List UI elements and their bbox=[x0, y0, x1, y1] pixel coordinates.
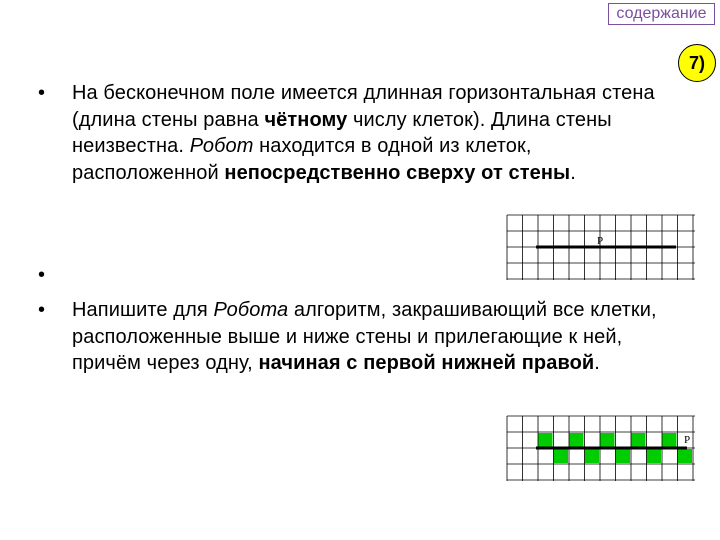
instruction-part: . bbox=[594, 352, 600, 374]
task-condition-text bbox=[72, 80, 672, 186]
painted-cell bbox=[647, 449, 662, 463]
field-result-figure bbox=[505, 415, 700, 482]
condition-bold-even: чётному bbox=[264, 108, 348, 131]
bullet-1: • bbox=[38, 82, 46, 104]
painted-cell bbox=[678, 449, 693, 463]
painted-cell bbox=[616, 449, 631, 463]
task-number-badge: 7) bbox=[678, 44, 716, 82]
condition-part: находится в одной из клеток, расположенной bbox=[72, 135, 532, 184]
painted-cell bbox=[569, 433, 584, 447]
painted-cell bbox=[662, 433, 677, 447]
instruction-bold-start: начиная с первой нижней правой bbox=[258, 352, 595, 374]
condition-part: числу клеток). Длина стены неизвестна. bbox=[72, 108, 612, 157]
condition-robot-word: Робот bbox=[189, 135, 254, 157]
robot-marker: Р bbox=[684, 434, 691, 446]
painted-cell bbox=[538, 433, 553, 447]
instruction-part: Напишите для bbox=[72, 299, 214, 321]
painted-cell bbox=[585, 449, 600, 463]
painted-cell bbox=[600, 433, 615, 447]
bullet-3: • bbox=[38, 299, 46, 321]
contents-button[interactable]: содержание bbox=[608, 3, 715, 25]
painted-cell bbox=[554, 449, 569, 463]
condition-part: На бесконечном поле имеется длинная горизонтальная стена (длина стены равна bbox=[72, 82, 655, 131]
task-instruction-text bbox=[72, 297, 662, 377]
instruction-part: алгоритм, закрашивающий все клетки, расположенные выше и ниже стены и прилегающие к ней, причём через одну, bbox=[72, 299, 657, 374]
bullet-2-empty: • bbox=[38, 264, 46, 286]
condition-bold-position: непосредственно сверху от стены bbox=[224, 161, 571, 184]
instruction-robot-word: Робота bbox=[213, 299, 289, 321]
robot-marker: Р bbox=[597, 235, 604, 247]
condition-part: . bbox=[570, 161, 576, 184]
painted-cell bbox=[631, 433, 646, 447]
field-initial-figure bbox=[505, 214, 700, 281]
